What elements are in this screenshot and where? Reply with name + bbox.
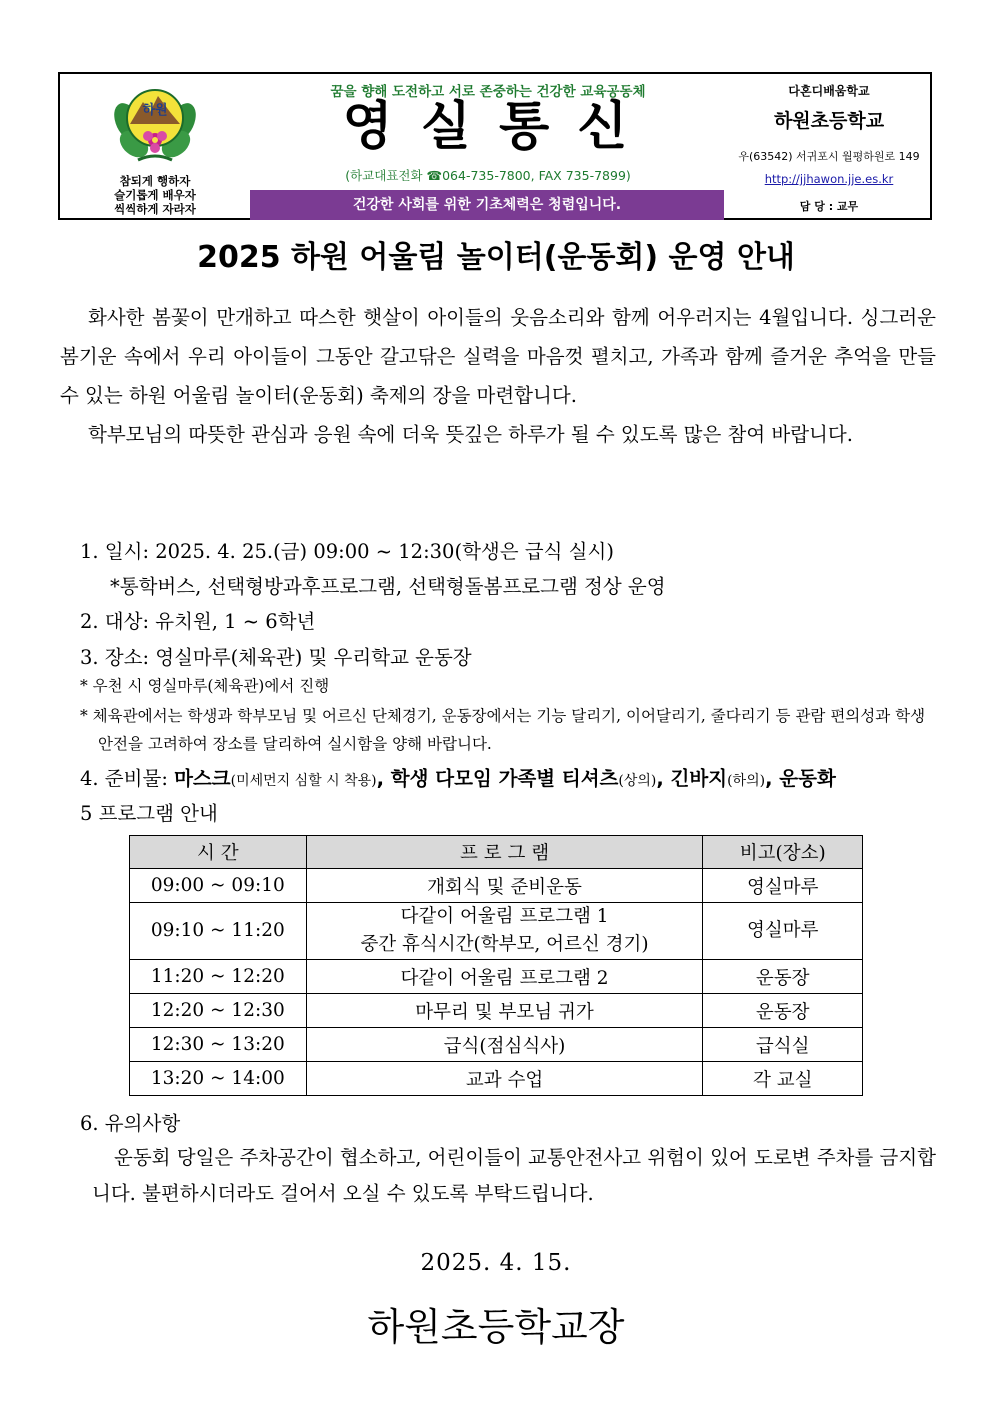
prep-shirt: , 학생 다모임 가족별 티셔츠 (376, 767, 619, 790)
motto-line: 씩씩하게 자라자 (114, 202, 196, 216)
table-row (130, 994, 863, 1028)
prep-shoes: , 운동화 (765, 767, 836, 790)
table-row (130, 903, 863, 960)
cell-time: 12:20 ~ 12:30 (130, 994, 307, 1028)
place-note-rain: * 우천 시 영실마루(체육관)에서 진행 (80, 677, 330, 695)
intro-paragraph: 학부모님의 따뜻한 관심과 응원 속에 더욱 뜻깊은 하루가 될 수 있도록 많은 참여 바랍니다. (88, 423, 853, 446)
cell-time: 09:00 ~ 09:10 (130, 869, 307, 903)
cell-program (306, 903, 703, 960)
manager-label: 담 당 : 교무 (799, 200, 859, 213)
prep-mask-note: (미세먼지 심할 시 착용) (230, 773, 377, 789)
school-address: 우(63542) 서귀포시 월평하원로 149 (738, 150, 920, 163)
school-info (726, 74, 932, 218)
item-place: 3. 장소: 영실마루(체육관) 및 우리학교 운동장 (80, 646, 472, 669)
cell-program-line: 중간 휴식시간(학부모, 어르신 경기) (360, 934, 649, 955)
school-url-link[interactable]: http://jjhawon.jje.es.kr (764, 172, 894, 186)
cell-place: 영실마루 (703, 869, 863, 903)
table-row (130, 869, 863, 903)
cell-program: 마무리 및 부모님 귀가 (306, 994, 703, 1028)
caution-text: 운동회 당일은 주차공간이 협소하고, 어린이들이 교통안전사고 위험이 있어 도로변 주차를 금지합니다. 불편하시더라도 걸어서 오실 수 있도록 부탁드립니다. (92, 1146, 936, 1205)
cell-time: 11:20 ~ 12:20 (130, 960, 307, 994)
column-header-place: 비고(장소) (703, 836, 863, 869)
intro-text (60, 298, 936, 454)
table-header-row (130, 836, 863, 869)
cell-program-line: 다같이 어울림 프로그램 1 (400, 906, 609, 927)
item-program: 5 프로그램 안내 (80, 802, 218, 825)
integrity-banner: 건강한 사회를 위한 기초체력은 청렴입니다. (250, 190, 724, 220)
newsletter-header (58, 72, 932, 220)
cell-place: 영실마루 (703, 903, 863, 960)
slogan: 꿈을 향해 도전하고 서로 존중하는 건강한 교육공동체 (330, 84, 646, 100)
motto-line: 슬기롭게 배우자 (114, 188, 196, 202)
cell-place: 운동장 (703, 994, 863, 1028)
item-time-note: *통학버스, 선택형방과후프로그램, 선택형돌봄프로그램 정상 운영 (110, 575, 666, 598)
prep-pants-note: (하의) (727, 773, 766, 789)
principal-signature: 하원초등학교장 (367, 1305, 625, 1349)
item-target: 2. 대상: 유치원, 1 ~ 6학년 (80, 610, 316, 633)
document-title: 2025 하원 어울림 놀이터(운동회) 운영 안내 (197, 240, 795, 275)
cell-place: 각 교실 (703, 1062, 863, 1096)
cell-place: 급식실 (703, 1028, 863, 1062)
cell-program: 교과 수업 (306, 1062, 703, 1096)
column-header-time: 시 간 (130, 836, 307, 869)
caution-title: 6. 유의사항 (80, 1112, 181, 1135)
prep-shirt-note: (상의) (618, 773, 657, 789)
school-motto (60, 174, 250, 216)
newsletter-title: 영실통신 (342, 97, 656, 157)
school-emblem-icon (108, 78, 202, 168)
cell-program: 개회식 및 준비운동 (306, 869, 703, 903)
school-phone: (하교대표전화 ☎064-735-7800, FAX 735-7899) (345, 168, 631, 183)
caution-section (92, 1140, 936, 1212)
item-time: 1. 일시: 2025. 4. 25.(금) 09:00 ~ 12:30(학생은 급식 실시) (80, 540, 614, 563)
issue-date: 2025. 4. 15. (420, 1250, 572, 1276)
prep-mask: 마스크 (174, 767, 231, 790)
table-row (130, 1028, 863, 1062)
schedule-table (129, 835, 863, 1096)
cell-time: 09:10 ~ 11:20 (130, 903, 307, 960)
cell-place: 운동장 (703, 960, 863, 994)
prep-label: 4. 준비물: (80, 767, 175, 790)
school-emblem-area (60, 74, 250, 218)
prep-pants: , 긴바지 (656, 767, 728, 790)
cell-program: 다같이 어울림 프로그램 2 (306, 960, 703, 994)
motto-line: 참되게 행하자 (119, 174, 191, 188)
cell-time: 12:30 ~ 13:20 (130, 1028, 307, 1062)
place-note-venue: * 체육관에서는 학생과 학부모님 및 어르신 단체경기, 운동장에서는 기능 달리기, 이어달리기, 줄다리기 등 관람 편의성과 학생 안전을 고려하여 장소를 달리하여 실시함을 양해 바랍니다. (80, 707, 926, 753)
item-preparation (80, 763, 836, 791)
school-subtitle: 다혼디배움학교 (788, 84, 870, 98)
intro-paragraph: 화사한 봄꽃이 만개하고 따스한 햇살이 아이들의 웃음소리와 함께 어우러지는 4월입니다. 싱그러운 봄기운 속에서 우리 아이들이 그동안 갈고닦은 실력을 마음껏 펼치고, 가족과 함께 즐거운 추억을 만들 수 있는 하원 어울림 놀이터(운동회) 축제의 장을 마련합니다. (60, 306, 936, 407)
school-name: 하원초등학교 (773, 110, 885, 132)
cell-program: 급식(점심식사) (306, 1028, 703, 1062)
column-header-program: 프 로 그 램 (306, 836, 703, 869)
table-row (130, 1062, 863, 1096)
table-row (130, 960, 863, 994)
cell-time: 13:20 ~ 14:00 (130, 1062, 307, 1096)
emblem-text: 하원 (142, 103, 168, 118)
